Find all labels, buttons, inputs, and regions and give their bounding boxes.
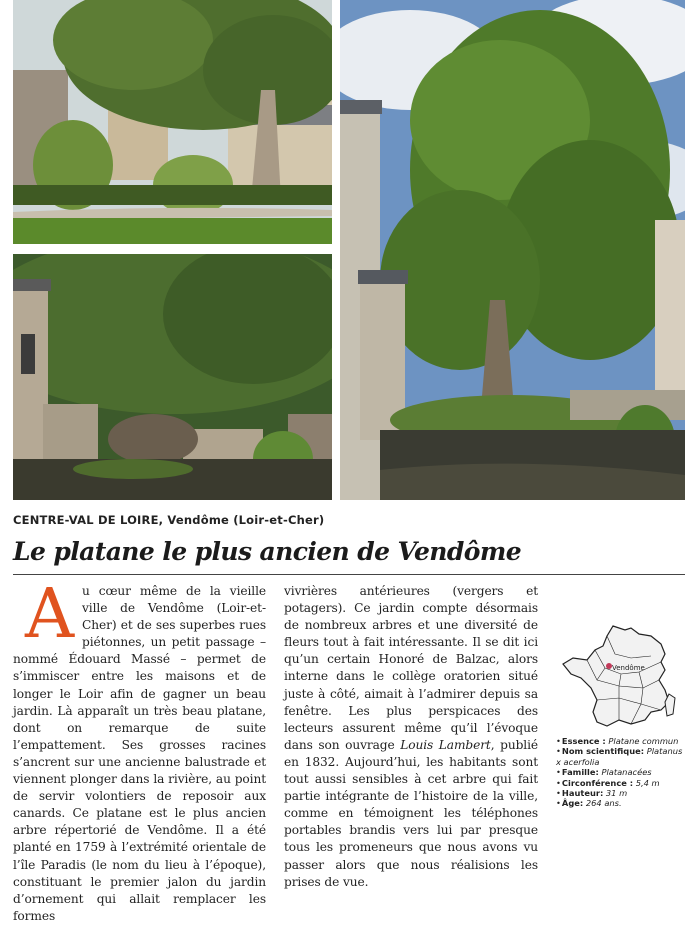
fact-value: 31 m xyxy=(603,788,628,799)
fact-label: Essence : xyxy=(561,736,606,746)
fact-value: Platanus x acerfolia xyxy=(556,746,683,767)
fact-value: Platane commun xyxy=(605,736,679,746)
page-title: Le platane le plus ancien de Vendôme xyxy=(13,537,522,566)
fact-item xyxy=(556,778,687,788)
fact-label: Hauteur: xyxy=(561,788,604,799)
article-text-2b: , publié en 1832. Aujourd’hui, les habitants sont tout aussi sensibles à cet arbre qui fait partie intégrante de l’histoire de la ville, comme en témoignent les téléphones portables brandis vers lui par presque tous les promeneurs que nous avons vu passer alors que nous réalisions les prises de vue. xyxy=(284,737,538,889)
photo-plane-tree-sky xyxy=(340,0,685,500)
fact-label: Famille: xyxy=(561,767,599,778)
fact-item xyxy=(556,736,687,746)
france-map xyxy=(561,624,685,732)
photo-garden-tree xyxy=(13,0,332,244)
fact-item xyxy=(556,746,687,767)
fact-item xyxy=(556,788,687,798)
fact-label: Nom scientifique: xyxy=(561,746,645,757)
map-label: Vendôme xyxy=(612,664,645,672)
france-outline xyxy=(563,626,669,726)
article-column-2 xyxy=(284,583,538,891)
fact-value: 5,4 m xyxy=(633,777,660,788)
bullet-icon: • xyxy=(556,746,561,757)
bullet-icon: • xyxy=(556,777,561,788)
fact-item xyxy=(556,798,687,808)
article-text-2a: vivrières antérieures (vergers et potagers). Ce jardin compte désormais de nombreux arbres et une diversité de fleurs tout à fait intéressante. Il se dit ici qu’un certain Honoré de Balzac, alors interne dans le collège oratorien situé juste à côté, aimait à l’admirer depuis sa fenêtre. Les plus perspicaces des lecteurs assurent même qu’il l’évoque dans son ouvrage xyxy=(284,584,538,752)
article-column-1 xyxy=(13,575,266,925)
fact-value: Platanacées xyxy=(598,767,652,778)
title-rule xyxy=(13,574,685,575)
bullet-icon: • xyxy=(556,788,561,799)
book-title: Louis Lambert xyxy=(400,737,491,752)
bullet-icon: • xyxy=(556,767,561,778)
photo-riverbank xyxy=(13,254,332,500)
article-text-1: u cœur même de la vieille ville de Vendôme (Loir-et-Cher) et de ses superbes rues piétonnes, un petit passage – nommé Édouard Massé – permet de s’immiscer entre les maisons et de longer le Loir afin de gagner un beau jardin. Là apparaît un très beau platane, dont on remarque de suite l’empattement. Ses grosses racines s’ancrent sur une ancienne balustrade et viennent plonger dans la rivière, au point de servir volontiers de reposoir aux canards. Ce platane est le plus ancien arbre répertorié de Vendôme. Il a été planté en 1759 à l’extrémité orientale de l’île Paradis (le nom du lieu à l’époque), constituant le premier jalon du jardin d’ornement qui allait remplacer les formes xyxy=(13,584,266,923)
fact-label: Circonférence : xyxy=(561,777,634,788)
bullet-icon: • xyxy=(556,736,561,746)
fact-value: 264 ans. xyxy=(583,798,622,809)
bullet-icon: • xyxy=(556,798,561,809)
fact-item xyxy=(556,767,687,777)
article-paragraph-1 xyxy=(13,575,266,925)
article-paragraph-2 xyxy=(284,583,538,891)
fact-box xyxy=(556,736,687,809)
drop-cap: A xyxy=(25,575,75,654)
fact-label: Âge: xyxy=(561,798,584,809)
region-line: CENTRE-VAL DE LOIRE, Vendôme (Loir-et-Cher) xyxy=(13,513,325,527)
